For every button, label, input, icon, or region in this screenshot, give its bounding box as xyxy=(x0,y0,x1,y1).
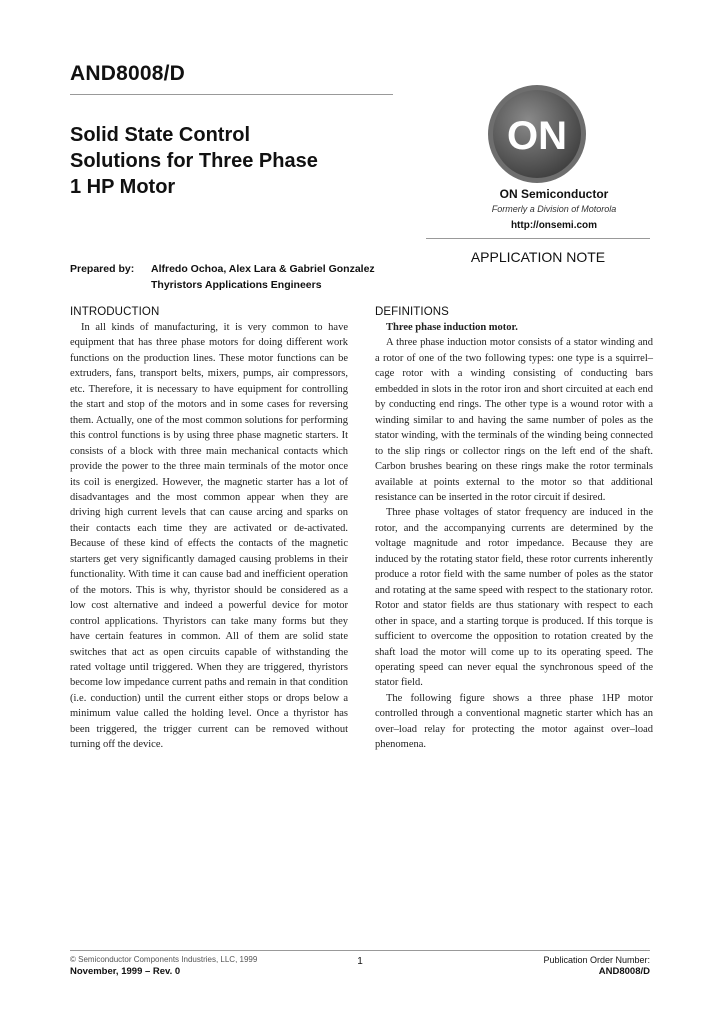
application-note-label: APPLICATION NOTE xyxy=(470,249,606,265)
logo-text: ON xyxy=(507,114,567,158)
author-role: Thyristors Applications Engineers xyxy=(151,279,322,291)
title-line: Solid State Control xyxy=(70,124,250,146)
definitions-paragraph: The following figure shows a three phase 1HP motor controlled through a conventional magnetic starter which has an over–load relay for protecting the motor against over–load phenomena. xyxy=(375,692,653,751)
definitions-heading: DEFINITIONS xyxy=(375,306,449,318)
revision-date: November, 1999 – Rev. 0 xyxy=(70,966,181,977)
authors: Alfredo Ochoa, Alex Lara & Gabriel Gonzalez xyxy=(151,263,375,275)
company-formerly: Formerly a Division of Motorola xyxy=(491,204,617,214)
publication-number: AND8008/D xyxy=(598,966,650,977)
introduction-heading: INTRODUCTION xyxy=(70,306,160,318)
introduction-paragraph: In all kinds of manufacturing, it is very common to have equipment that has three phase motors for doing different work functions on the production lines. These motor functions can be extruders, fans, transport belts, mixers, pumps, air compressors, etc. Therefore, it is necessary to have equipment for controlling the start and stop of the motors and in some cases for reversing them. Actually, one of the most common solutions for performing this control functions is by using three phase magnetic starters. It consists of a block with three main mechanical contacts which provide the power to the three main terminals of the motor once its coil is energized. However, the magnetic starter has a lot of disadvantages and the most common appear when they are driving high current levels that can cause arcing and sparks on their contacts each time they are activated or de-activated. Because of these kind of effects the contacts of the magnetic starters get very significantly damaged causing problems in their functionality. With time it can cause bad and inefficient operation of the motors. This is why, thyristor should be considered as a low cost alternative and indeed a powerful device for motor control applications. Thyristors can take many forms but they have certain features in common. All of them are solid state switches that act as open circuits capable of withstanding the rated voltage until triggered. When they are triggered, thyristors become low impedance current paths and remain in that condition (i.e. conduction) until the current either stops or drops below a minimum value called the holding level. Once a thyristor has been triggered, the trigger current can be removed without turning off the device. xyxy=(70,322,348,751)
title-line: Solutions for Three Phase xyxy=(70,150,318,172)
definitions-subheading: Three phase induction motor. xyxy=(386,322,518,333)
copyright: © Semiconductor Components Industries, LLC, 1999 xyxy=(70,955,258,964)
prepared-by-label: Prepared by: xyxy=(70,263,135,275)
definitions-paragraph: A three phase induction motor consists of a stator winding and a rotor of one of the two following types: one type is a squirrel–cage rotor with a winding consisting of conducting bars embedded in slots in the rotor iron and short circuited at each end by conducting end rings. The other type is a wound rotor with a winding similar to and having the same number of poles as the stator winding, with the terminals of the winding being connected to the slip rings or collector rings on the left end of the shaft. Carbon brushes bearing on these rings make the rotor terminals available at points external to the motor so that additional resistance can be inserted in the rotor circuit if desired. xyxy=(375,337,653,503)
document-number: AND8008/D xyxy=(70,62,186,85)
publication-label: Publication Order Number: xyxy=(543,955,650,965)
introduction-column xyxy=(70,320,348,753)
prepared-by xyxy=(70,261,375,293)
title-line: 1 HP Motor xyxy=(70,176,176,198)
company-url[interactable]: http://onsemi.com xyxy=(510,220,598,231)
brand-divider xyxy=(426,238,650,239)
company-name: ON Semiconductor xyxy=(499,187,609,201)
footer-divider xyxy=(70,950,650,951)
header-divider xyxy=(70,94,393,95)
definitions-paragraph: Three phase voltages of stator frequency are induced in the rotor, and the accompanying currents are determined by the voltage magnitude and rotor impedance. Because they are induced by the rotating stator field, these rotor currents inherently produce a rotor field with the same number of poles as the stator and rotating at the same speed with respect to the stationary rotor. Rotor and stator fields are thus stationary with respect to each other in space, and a starting torque is produced. If this torque is sufficient to overcome the opposition to rotation created by the shaft load the motor will come up to its operating speed. The operating speed can never equal the synchronous speed of the stator field. xyxy=(375,507,653,689)
on-semiconductor-logo xyxy=(486,83,588,185)
document-title xyxy=(70,122,318,200)
page-number: 1 xyxy=(357,956,363,967)
definitions-column xyxy=(375,320,653,753)
